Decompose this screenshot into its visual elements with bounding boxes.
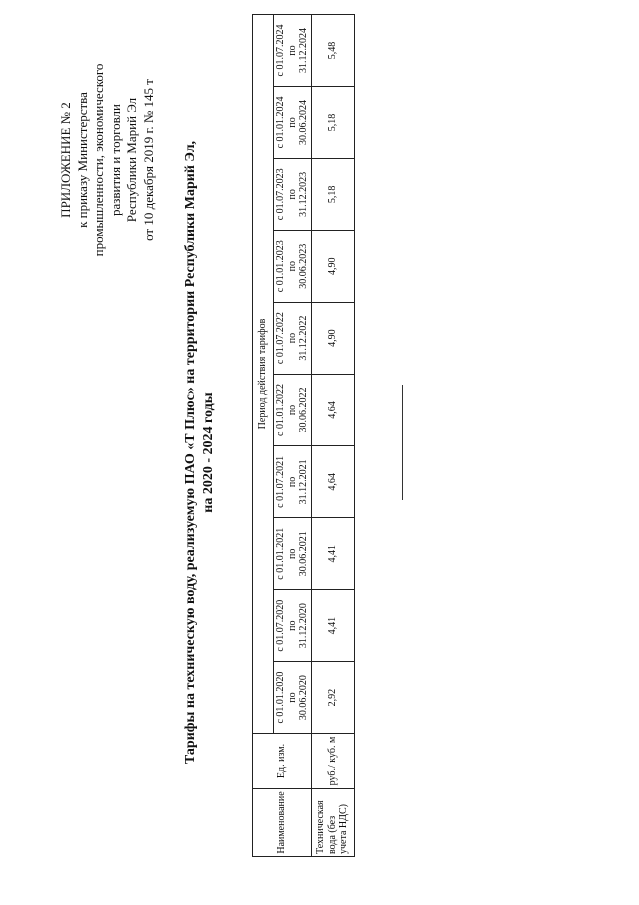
row-name: Техническая вода (без учета НДС) [311,789,354,857]
tariff-value: 4,90 [311,230,354,302]
period-cell: с 01.07.2022 по 31.12.2022 [274,302,312,374]
tariff-value: 4,41 [311,590,354,662]
period-cell: с 01.01.2024 по 30.06.2024 [274,86,312,158]
tariff-value: 5,48 [311,15,354,87]
period-header-row [274,15,312,857]
tariff-value: 5,18 [311,86,354,158]
tariffs-table [252,14,355,857]
document-title [182,0,218,905]
period-cell: с 01.07.2021 по 31.12.2021 [274,446,312,518]
end-divider-line [402,385,403,500]
tariff-value: 4,41 [311,518,354,590]
period-cell: с 01.01.2023 по 30.06.2023 [274,230,312,302]
tariff-value: 4,90 [311,302,354,374]
period-cell: с 01.07.2024 по 31.12.2024 [274,15,312,87]
appendix-block [58,35,157,285]
tariff-value: 4,64 [311,374,354,446]
tariff-value: 2,92 [311,662,354,734]
appendix-line: от 10 декабря 2019 г. № 145 т [140,79,156,241]
period-cell: с 01.07.2023 по 31.12.2023 [274,158,312,230]
appendix-line: промышленности, экономического [91,63,106,257]
appendix-line: развития и торговли [107,104,123,217]
period-cell: с 01.07.2020 по 31.12.2020 [274,590,312,662]
period-cell: с 01.01.2020 по 30.06.2020 [274,662,312,734]
appendix-line: к приказу Министерства [74,92,90,228]
header-unit: Ед. изм. [253,734,312,789]
row-unit: руб./ куб. м [311,734,354,789]
table-row [311,15,354,857]
title-line: Тарифы на техническую воду, реализуемую ПАО «Т Плюс» на территории Республики Марий Эл, [183,140,198,765]
title-line: на 2020 - 2024 годы [201,392,216,513]
appendix-line: ПРИЛОЖЕНИЕ № 2 [58,102,73,218]
header-name: Наименование [253,789,312,857]
tariff-value: 5,18 [311,158,354,230]
table-header-row [253,15,274,857]
period-cell: с 01.01.2021 по 30.06.2021 [274,518,312,590]
header-period: Период действия тарифов [253,15,274,734]
tariff-value: 4,64 [311,446,354,518]
appendix-line: Республики Марий Эл [124,97,139,223]
period-cell: с 01.01.2022 по 30.06.2022 [274,374,312,446]
